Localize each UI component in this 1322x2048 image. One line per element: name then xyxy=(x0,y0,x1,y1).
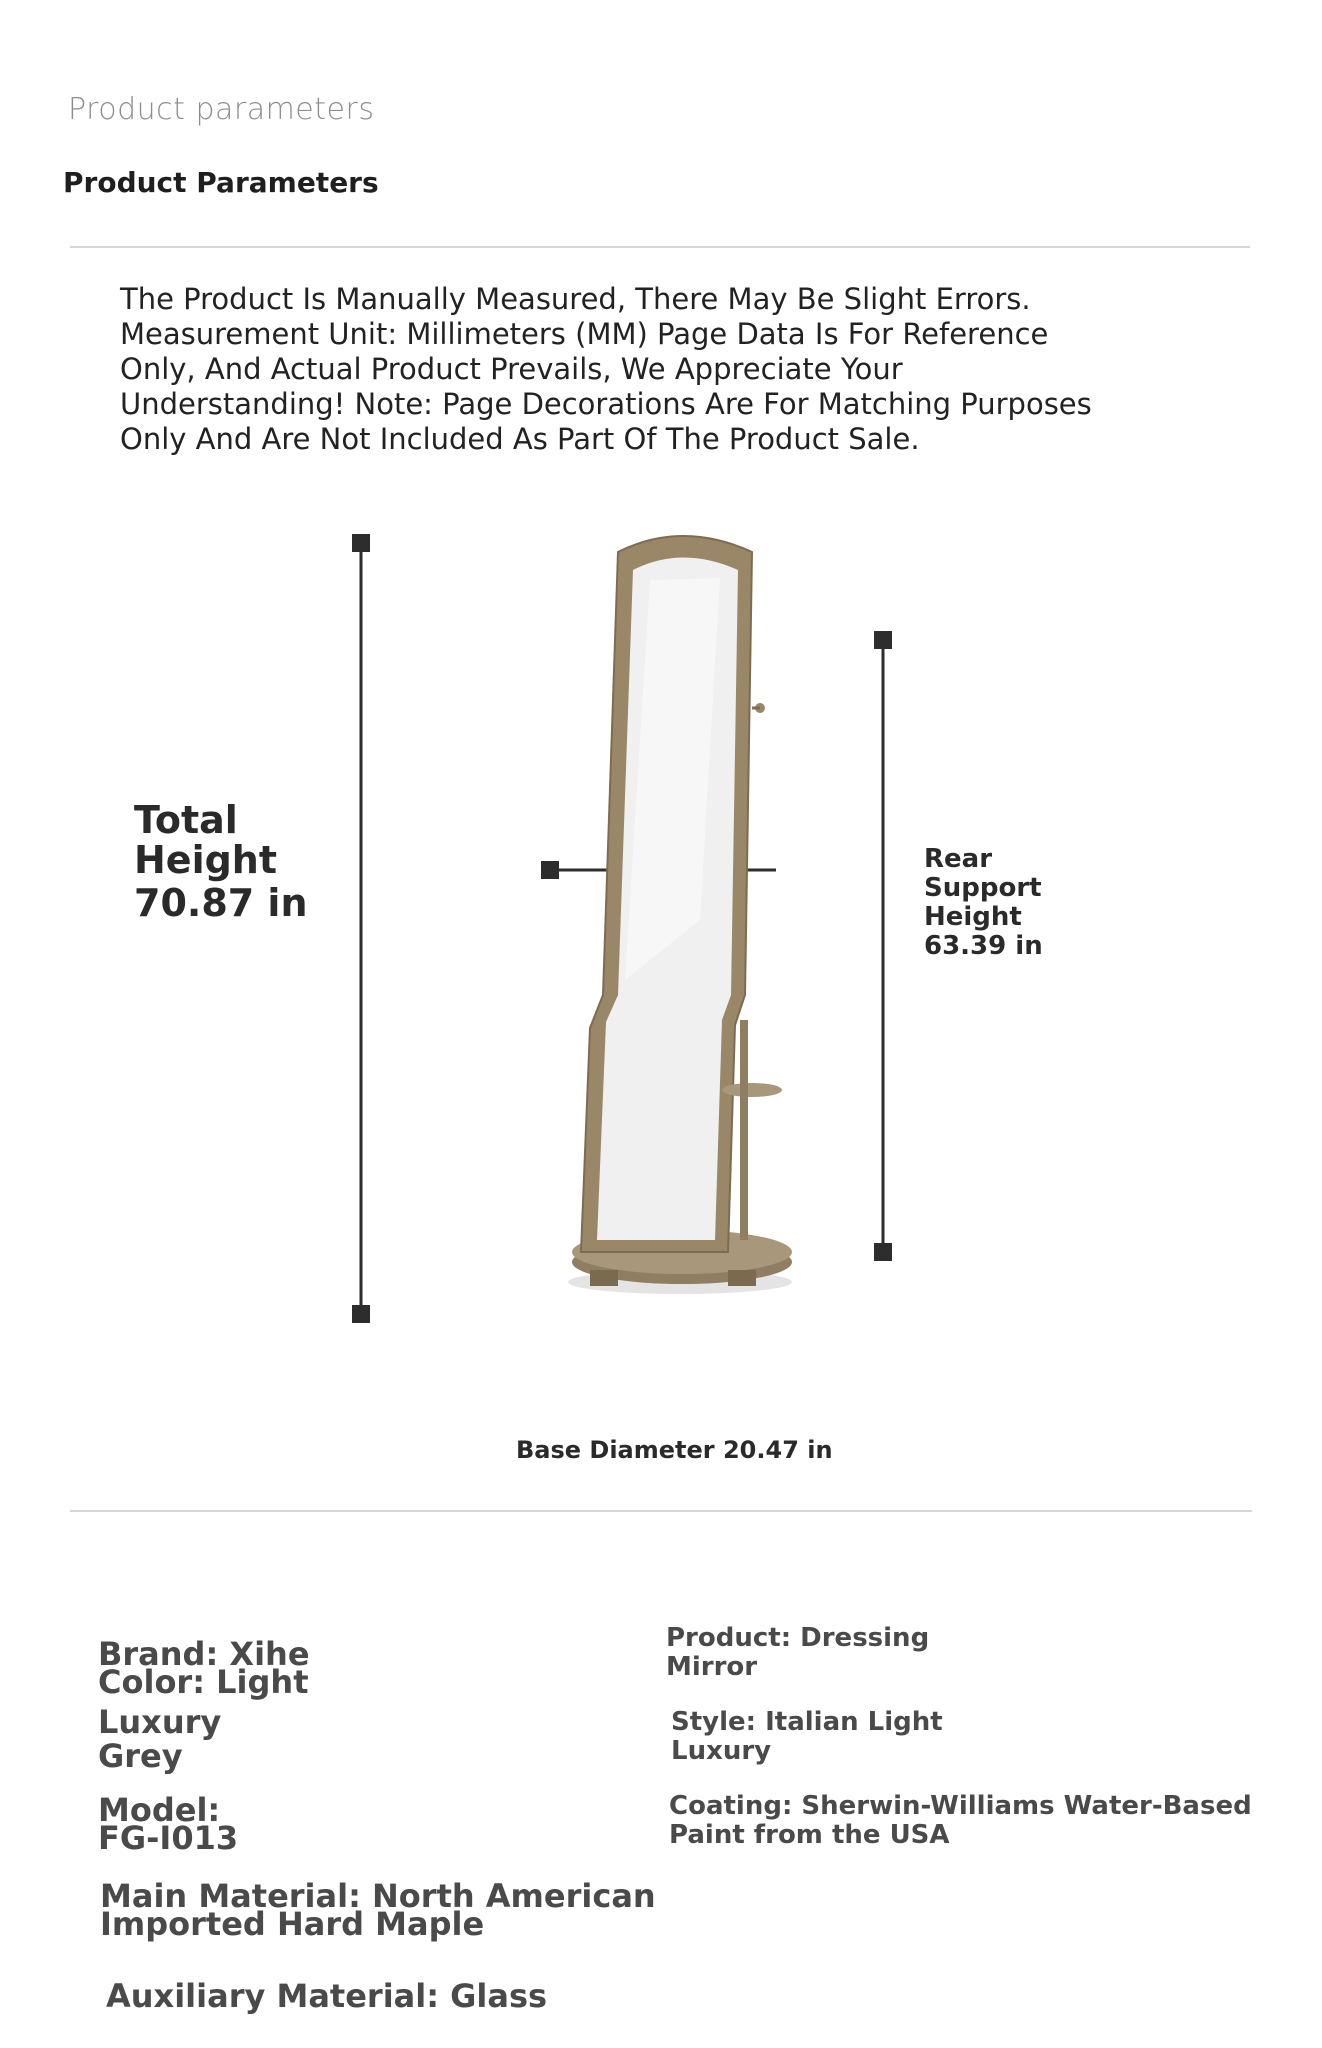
dimension-diagram xyxy=(0,500,1322,1350)
total-height-label xyxy=(134,800,308,923)
spec-product xyxy=(666,1624,929,1682)
spec-auxiliary-material xyxy=(106,1977,548,2015)
spec-coating-1: Coating: Sherwin-Williams Water-Based xyxy=(669,1791,1252,1821)
total-height-line2: Height xyxy=(134,838,278,882)
top-divider xyxy=(70,246,1250,248)
base-diameter-label: Base Diameter 20.47 in xyxy=(516,1436,833,1464)
rear-support-line xyxy=(874,631,892,1261)
spec-style-1: Style: Italian Light xyxy=(671,1707,943,1737)
spec-model-1: Model: xyxy=(98,1791,221,1829)
notice-text: The Product Is Manually Measured, There May Be Slight Errors. Measurement Unit: Millimeters (MM) Page Data Is For Reference Only, And Actual Product Prevails, We Appreciate Your Understanding! Note: Page Decorations Are For Matching Purposes Only And Are Not Included As Part Of The Product Sale. xyxy=(120,282,1092,456)
section-title: Product Parameters xyxy=(63,166,379,199)
section-subtitle: Product parameters xyxy=(68,92,375,127)
spec-color-1: Color: Light xyxy=(98,1663,309,1701)
spec-product-2: Mirror xyxy=(666,1652,758,1682)
spec-color-2: Luxury xyxy=(98,1703,222,1741)
spec-product-1: Product: Dressing xyxy=(666,1623,930,1653)
spec-main-material-1: Main Material: North American xyxy=(100,1877,656,1915)
spec-style xyxy=(671,1708,943,1766)
spec-main-material xyxy=(100,1877,656,1943)
total-height-line xyxy=(352,534,370,1323)
spec-style-2: Luxury xyxy=(671,1736,772,1766)
spec-color-3: Grey xyxy=(98,1737,183,1775)
spec-auxiliary-material-text: Auxiliary Material: Glass xyxy=(106,1977,548,2015)
rear-support-height-label xyxy=(924,845,1043,961)
measurement-notice xyxy=(120,282,1120,457)
spec-main-material-2: Imported Hard Maple xyxy=(100,1905,485,1943)
spec-coating-2: Paint from the USA xyxy=(669,1820,950,1850)
rear-support-line2: Support xyxy=(924,873,1042,903)
spec-model xyxy=(98,1791,239,1857)
spec-brand: Brand: Xihe xyxy=(98,1635,310,1673)
rear-support-value: 63.39 in xyxy=(924,931,1043,961)
total-height-value: 70.87 in xyxy=(134,881,308,925)
dressing-mirror-illustration xyxy=(568,536,792,1294)
rear-support-line1: Rear xyxy=(924,844,993,874)
spec-brand-color xyxy=(98,1635,310,1775)
rear-support-line3: Height xyxy=(924,902,1022,932)
spec-model-2: FG-I013 xyxy=(98,1819,239,1857)
middle-divider xyxy=(70,1510,1252,1512)
spec-coating xyxy=(669,1792,1252,1850)
total-height-line1: Total xyxy=(134,798,238,842)
